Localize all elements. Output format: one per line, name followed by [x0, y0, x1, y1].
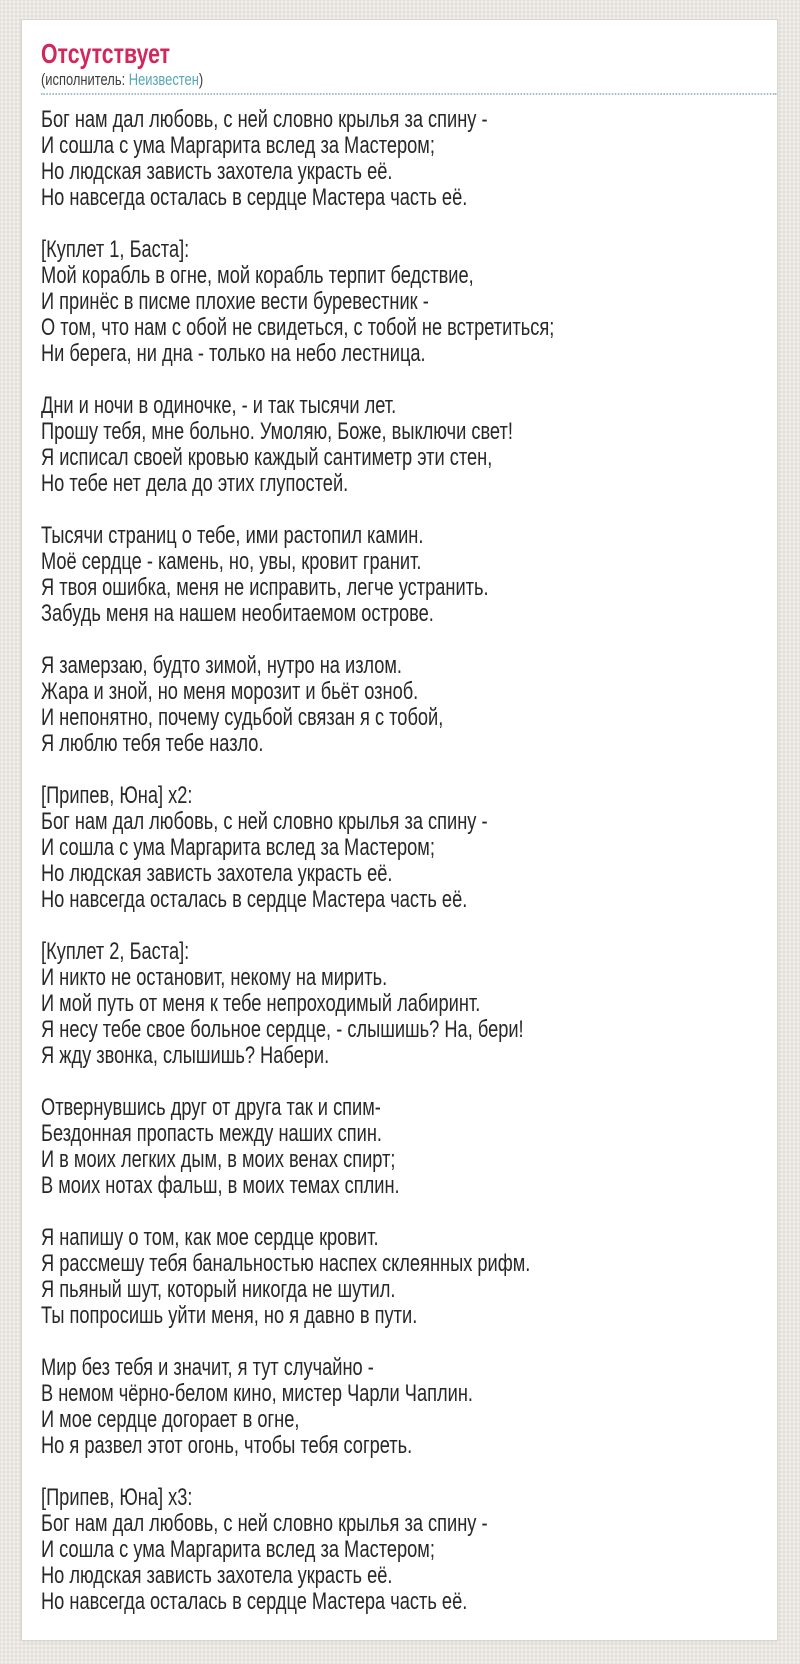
stanza-gap	[41, 757, 777, 783]
lyric-line: Отвернувшись друг от друга так и спим-	[41, 1094, 381, 1121]
lyric-line: Но людская зависть захотела украсть её.	[41, 860, 393, 887]
artist-link[interactable]: Неизвестен	[128, 70, 199, 89]
lyric-line: Я замерзаю, будто зимой, нутро на излом.	[41, 652, 402, 679]
stanza-gap	[41, 627, 777, 653]
artist-label-close-paren: )	[198, 70, 204, 89]
lyric-line: Бог нам дал любовь, с ней словно крылья за спину -	[41, 808, 488, 835]
lyric-line: Но навсегда осталась в сердце Мастера часть её.	[41, 184, 468, 211]
stanza-gap	[41, 211, 777, 237]
content-area	[41, 39, 777, 1615]
lyric-line: В моих нотах фальш, в моих темах сплин.	[41, 1172, 400, 1199]
lyric-line: Я рассмешу тебя банальностью наспех склеянных рифм.	[41, 1250, 531, 1277]
lyric-line: Мой корабль в огне, мой корабль терпит бедствие,	[41, 262, 474, 289]
lyric-line: О том, что нам с обой не свидеться, с тобой не встретиться;	[41, 314, 555, 341]
lyric-line: И сошла с ума Маргарита вслед за Мастером;	[41, 1536, 435, 1563]
stanza-gap	[41, 497, 777, 523]
lyric-line: Но я развел этот огонь, чтобы тебя согреть.	[41, 1432, 413, 1459]
lyric-line: Тысячи страниц о тебе, ими растопил камин.	[41, 522, 424, 549]
lyric-line: Жара и зной, но меня морозит и бьёт озноб.	[41, 678, 419, 705]
artist-label: (исполнитель:	[41, 70, 126, 89]
lyric-line: И непонятно, почему судьбой связан я с тобой,	[41, 704, 444, 731]
lyric-line: Моё сердце - камень, но, увы, кровит гранит.	[41, 548, 422, 575]
lyric-line: Я несу тебе свое больное сердце, - слышишь? На, бери!	[41, 1016, 524, 1043]
stanza-gap	[41, 913, 777, 939]
page-title: Отсутствует	[41, 38, 171, 69]
lyric-line: Бог нам дал любовь, с ней словно крылья за спину -	[41, 106, 488, 133]
lyric-line: Но навсегда осталась в сердце Мастера часть её.	[41, 1588, 468, 1615]
lyric-line: Я люблю тебя тебе назло.	[41, 730, 264, 757]
header-separator	[41, 39, 777, 95]
lyric-line: И в моих легких дым, в моих венах спирт;	[41, 1146, 396, 1173]
lyric-line: Прошу тебя, мне больно. Умоляю, Боже, выключи свет!	[41, 418, 513, 445]
stanza-gap	[41, 1459, 777, 1485]
lyrics	[41, 107, 777, 1615]
lyric-line: Дни и ночи в одиночке, - и так тысячи лет.	[41, 392, 397, 419]
lyric-line: Я напишу о том, как мое сердце кровит.	[41, 1224, 379, 1251]
lyric-line: Я жду звонка, слышишь? Набери.	[41, 1042, 330, 1069]
lyric-line: Но людская зависть захотела украсть её.	[41, 1562, 393, 1589]
lyric-line: И мой путь от меня к тебе непроходимый лабиринт.	[41, 990, 481, 1017]
lyric-line: Но людская зависть захотела украсть её.	[41, 158, 393, 185]
lyric-line: И сошла с ума Маргарита вслед за Мастером;	[41, 132, 435, 159]
lyric-line: Бог нам дал любовь, с ней словно крылья за спину -	[41, 1510, 488, 1537]
lyric-line: Я исписал своей кровью каждый сантиметр эти стен,	[41, 444, 493, 471]
stanza-gap	[41, 1069, 777, 1095]
stanza-gap	[41, 1329, 777, 1355]
lyric-line: Я твоя ошибка, меня не исправить, легче устранить.	[41, 574, 489, 601]
lyric-line: Я пьяный шут, который никогда не шутил.	[41, 1276, 396, 1303]
lyric-line: Мир без тебя и значит, я тут случайно -	[41, 1354, 374, 1381]
lyric-line: И мое сердце догорает в огне,	[41, 1406, 300, 1433]
artist-line	[41, 70, 777, 90]
lyric-line: И никто не остановит, некому на мирить.	[41, 964, 388, 991]
lyric-line: В немом чёрно-белом кино, мистер Чарли Чаплин.	[41, 1380, 473, 1407]
lyric-line: Ты попросишь уйти меня, но я давно в пути.	[41, 1302, 418, 1329]
lyric-line: [Куплет 1, Баста]:	[41, 236, 190, 263]
lyric-line: [Куплет 2, Баста]:	[41, 938, 190, 965]
lyric-line: И принёс в писме плохие вести буревестник -	[41, 288, 429, 315]
lyrics-card	[21, 19, 778, 1641]
lyric-line: Но навсегда осталась в сердце Мастера часть её.	[41, 886, 468, 913]
lyric-line: И сошла с ума Маргарита вслед за Мастером;	[41, 834, 435, 861]
stanza-gap	[41, 367, 777, 393]
stanza-gap	[41, 1199, 777, 1225]
lyric-line: Забудь меня на нашем необитаемом острове.	[41, 600, 434, 627]
lyric-line: Ни берега, ни дна - только на небо лестница.	[41, 340, 426, 367]
lyric-line: Но тебе нет дела до этих глупостей.	[41, 470, 349, 497]
lyric-line: Бездонная пропасть между наших спин.	[41, 1120, 383, 1147]
lyric-line: [Припев, Юна] x2:	[41, 782, 193, 809]
lyric-line: [Припев, Юна] x3:	[41, 1484, 193, 1511]
